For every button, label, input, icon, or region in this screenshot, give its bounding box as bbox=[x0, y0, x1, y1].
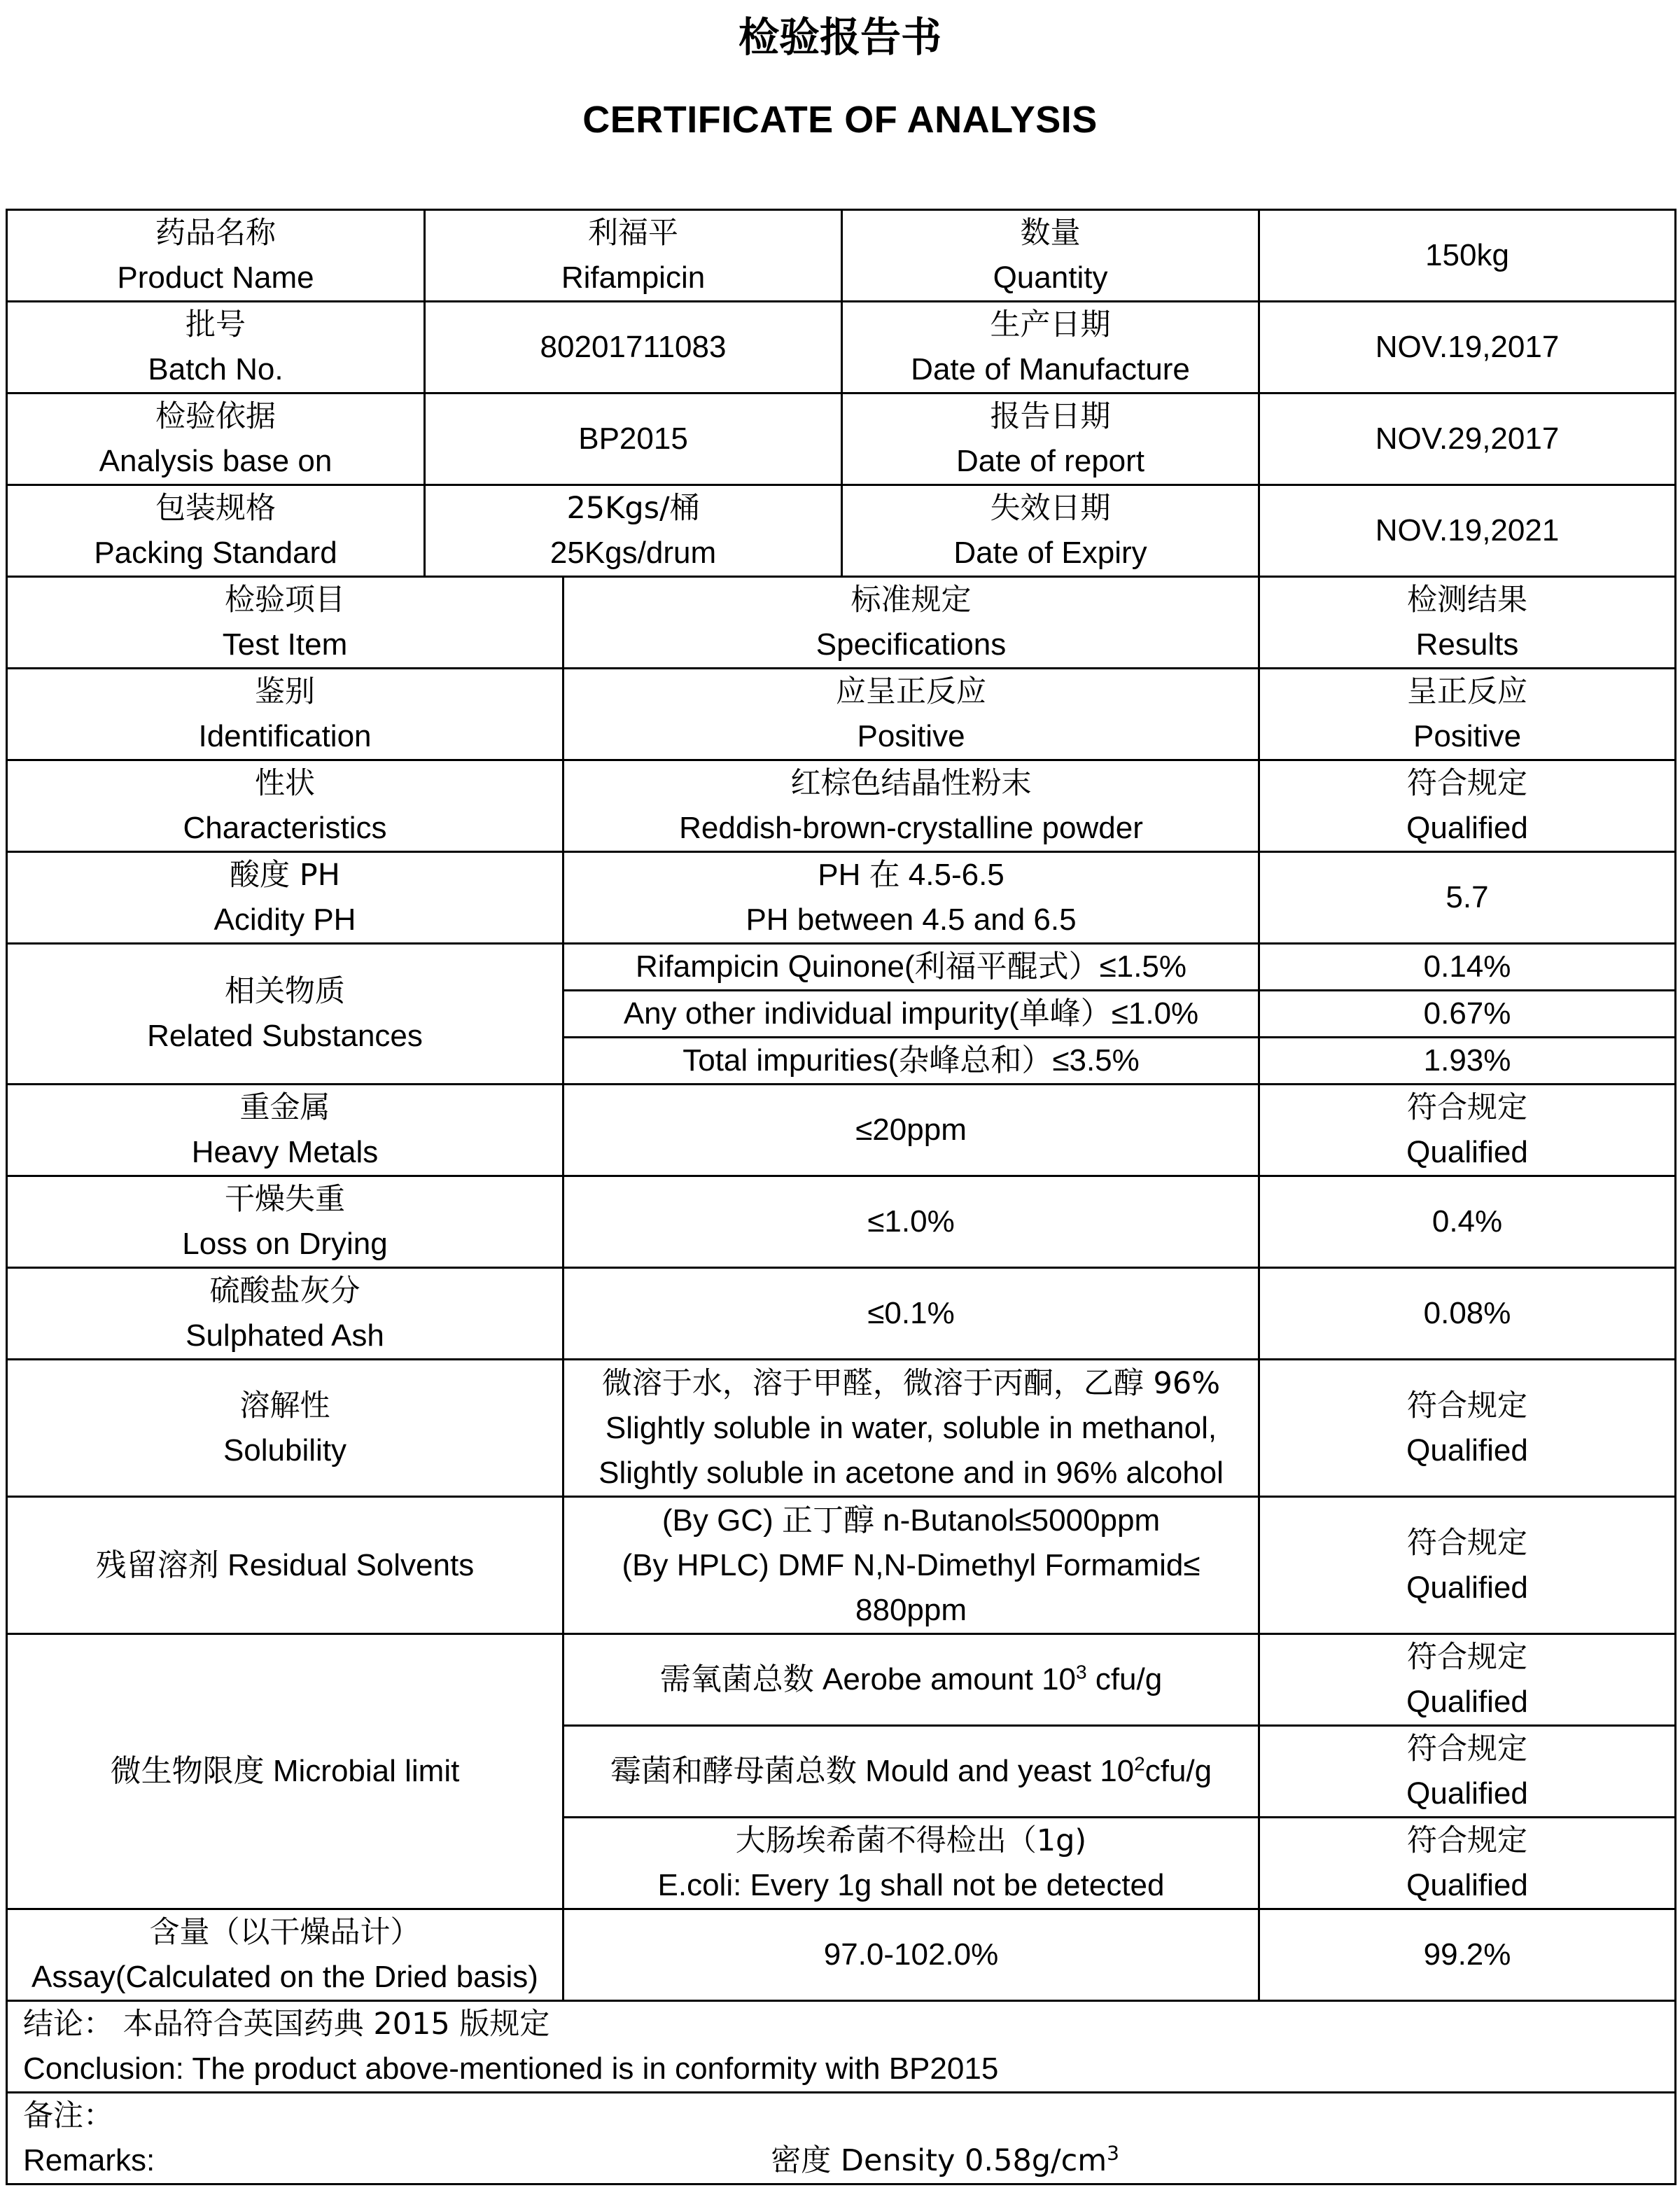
test-row-assay bbox=[7, 1909, 1676, 2001]
info-value: BP2015 bbox=[425, 393, 842, 485]
info-label: 生产日期 Date of Manufacture bbox=[842, 302, 1259, 393]
info-value: 80201711083 bbox=[425, 302, 842, 393]
test-result: 符合规定 Qualified bbox=[1259, 1818, 1676, 1909]
test-item: 溶解性 Solubility bbox=[7, 1360, 564, 1497]
test-result: 符合规定 Qualified bbox=[1259, 1360, 1676, 1497]
column-header-item: 检验项目 Test Item bbox=[7, 577, 564, 669]
density-note: 密度 Density $0.58g/cm^3$ bbox=[771, 2141, 1119, 2178]
test-result: 0.08% bbox=[1259, 1268, 1676, 1360]
info-label: 包装规格 Packing Standard bbox=[7, 485, 425, 577]
test-spec: Total impurities(杂峰总和）≤3.5% bbox=[564, 1038, 1259, 1085]
test-item: 残留溶剂 Residual Solvents bbox=[7, 1497, 564, 1634]
test-result: 0.14% bbox=[1259, 944, 1676, 991]
test-item: 干燥失重 Loss on Drying bbox=[7, 1176, 564, 1268]
test-item: 微生物限度 Microbial limit bbox=[7, 1634, 564, 1909]
test-row-microbial bbox=[7, 1634, 1676, 1726]
info-row bbox=[7, 302, 1676, 393]
document-title-en: CERTIFICATE OF ANALYSIS bbox=[582, 99, 1098, 141]
test-spec: ≤1.0% bbox=[564, 1176, 1259, 1268]
info-value: 150kg bbox=[1259, 210, 1676, 302]
test-item: 相关物质 Related Substances bbox=[7, 944, 564, 1085]
info-label: 批号 Batch No. bbox=[7, 302, 425, 393]
column-header-result: 检测结果 Results bbox=[1259, 577, 1676, 669]
test-header-row bbox=[7, 577, 1676, 669]
certificate-table bbox=[6, 209, 1676, 2185]
test-result: 0.67% bbox=[1259, 991, 1676, 1038]
test-spec: 大肠埃希菌不得检出（1g) E.coli: Every 1g shall not be detected bbox=[564, 1818, 1259, 1909]
remarks-row bbox=[7, 2093, 1676, 2184]
test-spec: 需氧菌总数 Aerobe amount $10^3$ cfu/g bbox=[564, 1634, 1259, 1726]
info-value: 25Kgs/桶 25Kgs/drum bbox=[425, 485, 842, 577]
info-value: NOV.19,2017 bbox=[1259, 302, 1676, 393]
test-row-related bbox=[7, 944, 1676, 991]
test-row-sulphated-ash bbox=[7, 1268, 1676, 1360]
test-row-identification bbox=[7, 669, 1676, 760]
test-result: 呈正反应 Positive bbox=[1259, 669, 1676, 760]
test-row-characteristics bbox=[7, 760, 1676, 852]
info-value: NOV.29,2017 bbox=[1259, 393, 1676, 485]
info-label: 检验依据 Analysis base on bbox=[7, 393, 425, 485]
info-label: 失效日期 Date of Expiry bbox=[842, 485, 1259, 577]
test-spec: (By GC) 正丁醇 n-Butanol≤5000ppm (By HPLC) DMF N,N-Dimethyl Formamid≤ 880ppm bbox=[564, 1497, 1259, 1634]
info-row bbox=[7, 393, 1676, 485]
test-result: 5.7 bbox=[1259, 852, 1676, 944]
test-spec: 应呈正反应 Positive bbox=[564, 669, 1259, 760]
test-item: 性状 Characteristics bbox=[7, 760, 564, 852]
test-item: 含量（以干燥品计） Assay(Calculated on the Dried basis) bbox=[7, 1909, 564, 2001]
test-row-heavy-metals bbox=[7, 1085, 1676, 1176]
test-row-loss-on-drying bbox=[7, 1176, 1676, 1268]
info-value: NOV.19,2021 bbox=[1259, 485, 1676, 577]
test-result: 符合规定 Qualified bbox=[1259, 1497, 1676, 1634]
test-item: 硫酸盐灰分 Sulphated Ash bbox=[7, 1268, 564, 1360]
info-label: 药品名称 Product Name bbox=[7, 210, 425, 302]
column-header-spec: 标准规定 Specifications bbox=[564, 577, 1259, 669]
remarks: 备注： Remarks: 密度 Density $0.58g/cm^3$ bbox=[7, 2093, 1676, 2184]
conclusion: 结论： 本品符合英国药典 2015 版规定 Conclusion: The product above-mentioned is in conformity with BP2015 bbox=[7, 2001, 1676, 2093]
test-spec: PH 在 4.5-6.5 PH between 4.5 and 6.5 bbox=[564, 852, 1259, 944]
test-row-residual-solvents bbox=[7, 1497, 1676, 1634]
test-spec: 霉菌和酵母菌总数 Mould and yeast $10^2cfu/g$ bbox=[564, 1726, 1259, 1818]
test-result: 99.2% bbox=[1259, 1909, 1676, 2001]
test-item: 鉴别 Identification bbox=[7, 669, 564, 760]
info-value: 利福平 Rifampicin bbox=[425, 210, 842, 302]
test-row-solubility bbox=[7, 1360, 1676, 1497]
test-spec: 微溶于水，溶于甲醛，微溶于丙酮，乙醇 96% Slightly soluble in water, soluble in methanol, Slightly soluble in acetone and in 96% alcohol bbox=[564, 1360, 1259, 1497]
test-spec: 红棕色结晶性粉末 Reddish-brown-crystalline powder bbox=[564, 760, 1259, 852]
test-result: 符合规定 Qualified bbox=[1259, 1726, 1676, 1818]
test-result: 符合规定 Qualified bbox=[1259, 760, 1676, 852]
info-label: 报告日期 Date of report bbox=[842, 393, 1259, 485]
test-result: 0.4% bbox=[1259, 1176, 1676, 1268]
document-title-cn: 检验报告书 bbox=[738, 13, 941, 61]
conclusion-row bbox=[7, 2001, 1676, 2093]
test-spec: ≤20ppm bbox=[564, 1085, 1259, 1176]
test-spec: ≤0.1% bbox=[564, 1268, 1259, 1360]
test-row-acidity bbox=[7, 852, 1676, 944]
test-spec: Rifampicin Quinone(利福平醌式）≤1.5% bbox=[564, 944, 1259, 991]
test-result: 1.93% bbox=[1259, 1038, 1676, 1085]
info-row bbox=[7, 485, 1676, 577]
info-row bbox=[7, 210, 1676, 302]
test-spec: Any other individual impurity(单峰）≤1.0% bbox=[564, 991, 1259, 1038]
test-result: 符合规定 Qualified bbox=[1259, 1634, 1676, 1726]
test-item: 重金属 Heavy Metals bbox=[7, 1085, 564, 1176]
test-result: 符合规定 Qualified bbox=[1259, 1085, 1676, 1176]
test-spec: 97.0-102.0% bbox=[564, 1909, 1259, 2001]
info-label: 数量 Quantity bbox=[842, 210, 1259, 302]
test-item: 酸度 PH Acidity PH bbox=[7, 852, 564, 944]
